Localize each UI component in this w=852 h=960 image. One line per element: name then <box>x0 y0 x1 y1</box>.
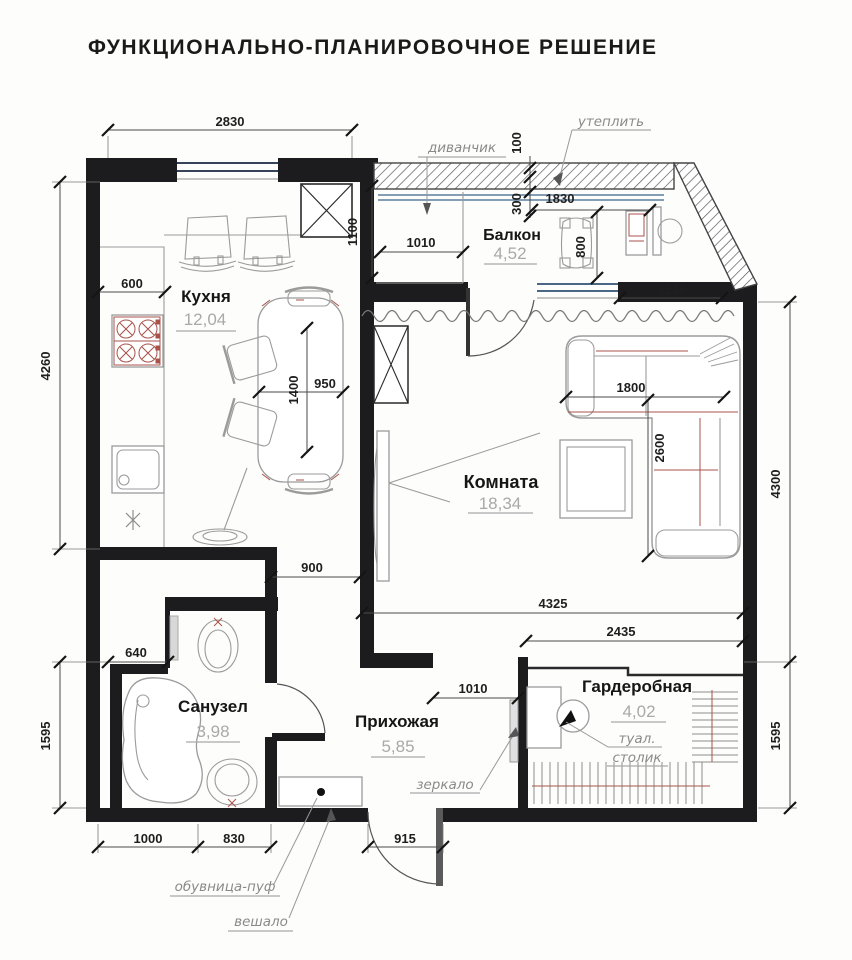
bathroom-riser <box>170 616 178 660</box>
dim-1595-right: 1595 <box>768 721 783 751</box>
dim-4260: 4260 <box>38 351 53 381</box>
dim-950: 950 <box>314 376 336 391</box>
bar-stool-1 <box>179 216 236 271</box>
coffee-table <box>560 440 632 518</box>
bar-stool-2 <box>238 216 295 271</box>
dim-1145: 1145 <box>657 282 687 297</box>
dim-1010-hall: 1010 <box>458 681 488 696</box>
dim-830: 830 <box>223 831 245 846</box>
balcony-label: Балкон <box>483 227 541 244</box>
floor-lamp <box>193 468 247 545</box>
bathroom-sink <box>207 759 257 807</box>
room-window <box>537 284 618 298</box>
wardrobe-label: Гардеробная <box>582 677 692 696</box>
dim-600: 600 <box>121 276 143 291</box>
dim-1100: 1100 <box>345 217 360 247</box>
dim-640: 640 <box>125 645 147 660</box>
living-area: 18,34 <box>478 494 522 513</box>
dim-100: 100 <box>509 132 524 154</box>
dim-2830: 2830 <box>215 114 245 129</box>
living-label: Комната <box>463 472 539 492</box>
kitchen-label: Кухня <box>181 287 231 306</box>
dim-1800: 1800 <box>616 380 646 395</box>
shoe-bench <box>279 777 362 806</box>
dim-900: 900 <box>301 560 323 575</box>
washer-symbol <box>126 510 140 530</box>
dim-1400: 1400 <box>286 375 301 405</box>
dim-2435: 2435 <box>606 624 636 639</box>
kitchen-area: 12,04 <box>183 310 227 329</box>
stove <box>112 315 163 367</box>
toilet <box>198 618 238 672</box>
page-title: ФУНКЦИОНАЛЬНО-ПЛАНИРОВОЧНОЕ РЕШЕНИЕ <box>88 36 658 59</box>
annotation-insulate: утеплить <box>577 114 645 130</box>
hallway-area: 5,85 <box>381 737 415 756</box>
dim-800: 800 <box>573 236 588 258</box>
tv-unit <box>374 431 389 581</box>
dim-2600: 2600 <box>652 433 667 463</box>
dim-1830: 1830 <box>545 191 575 206</box>
hallway-label: Прихожая <box>355 712 439 731</box>
balcony-area: 4,52 <box>493 244 527 263</box>
dim-4325: 4325 <box>538 596 568 611</box>
bathroom-door <box>272 684 325 741</box>
annotation-shoe-bench: обувница-пуф <box>174 879 276 895</box>
wardrobe-partition-wall <box>528 668 743 675</box>
room-cabinet <box>374 326 408 403</box>
annotation-dressing-table-1: туал. <box>618 731 656 747</box>
dim-1000: 1000 <box>133 831 163 846</box>
break-line <box>362 311 734 322</box>
bathroom-label: Санузел <box>178 697 248 716</box>
balcony-exterior-wall <box>374 163 757 290</box>
annotation-dressing-table-2: столик <box>612 750 662 766</box>
bathroom-area: 3,98 <box>196 722 230 741</box>
dressing-table <box>527 687 589 748</box>
kitchen-sink <box>112 446 164 493</box>
balcony-desk <box>626 207 682 255</box>
dim-1595-left: 1595 <box>38 721 53 751</box>
dim-300: 300 <box>509 193 524 215</box>
annotation-hanger: вешало <box>234 914 288 930</box>
wardrobe-area: 4,02 <box>622 702 656 721</box>
annotation-mirror: зеркало <box>416 777 474 793</box>
dim-1010-balcony: 1010 <box>406 235 436 250</box>
annotation-small-sofa: диванчик <box>427 140 497 156</box>
kitchen-window <box>177 163 278 179</box>
dim-4300: 4300 <box>768 469 783 499</box>
dim-915: 915 <box>394 831 416 846</box>
